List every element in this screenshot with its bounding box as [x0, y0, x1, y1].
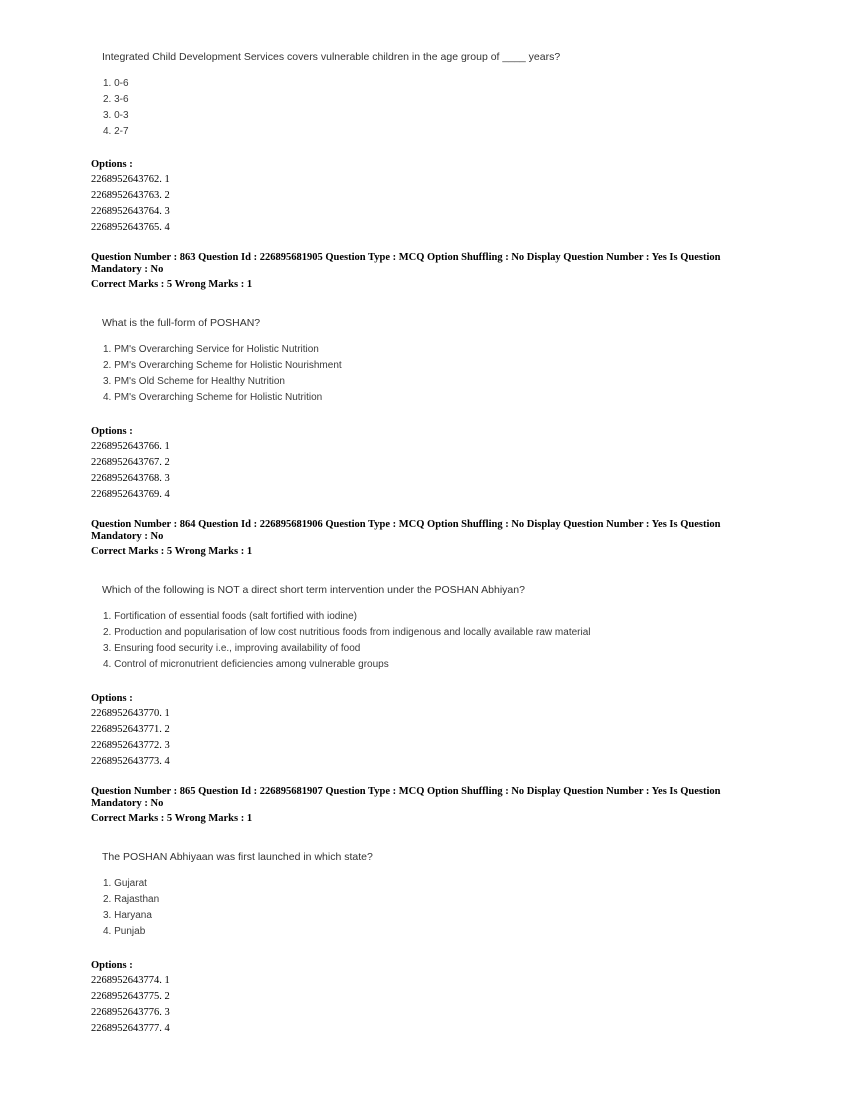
option-id-3: 2268952643768. 3 [91, 473, 170, 484]
options-heading: Options : [91, 426, 133, 437]
question-meta: Question Number : 865 Question Id : 226895681907 Question Type : MCQ Option Shuffling : No Display Question Number : Yes Is Question Mandatory : No [91, 786, 721, 809]
option-id-3: 2268952643776. 3 [91, 1007, 170, 1018]
choice-3: 3. 0-3 [103, 110, 129, 121]
choice-4: 4. Control of micronutrient deficiencies among vulnerable groups [103, 659, 389, 670]
option-id-2: 2268952643763. 2 [91, 190, 170, 201]
choice-1: 1. Fortification of essential foods (salt fortified with iodine) [103, 611, 358, 622]
choice-2: 2. PM's Overarching Scheme for Holistic Nourishment [103, 360, 342, 371]
choice-2: 2. 3-6 [103, 94, 129, 105]
option-id-2: 2268952643775. 2 [91, 991, 170, 1002]
option-id-3: 2268952643772. 3 [91, 740, 170, 751]
question-marks: Correct Marks : 5 Wrong Marks : 1 [91, 813, 253, 824]
option-id-1: 2268952643766. 1 [91, 441, 170, 452]
choice-1: 1. 0-6 [103, 78, 129, 89]
choice-1: 1. Gujarat [103, 878, 147, 889]
choice-4: 4. 2-7 [103, 126, 129, 137]
option-id-1: 2268952643762. 1 [91, 174, 170, 185]
question-meta: Question Number : 864 Question Id : 226895681906 Question Type : MCQ Option Shuffling : No Display Question Number : Yes Is Question Mandatory : No [91, 519, 721, 542]
choice-2: 2. Rajasthan [103, 894, 160, 905]
option-id-1: 2268952643770. 1 [91, 708, 170, 719]
choice-4: 4. PM's Overarching Scheme for Holistic Nutrition [103, 392, 323, 403]
options-heading: Options : [91, 960, 133, 971]
question-marks: Correct Marks : 5 Wrong Marks : 1 [91, 546, 253, 557]
option-id-4: 2268952643773. 4 [91, 756, 170, 767]
choice-1: 1. PM's Overarching Service for Holistic Nutrition [103, 344, 319, 355]
option-id-1: 2268952643774. 1 [91, 975, 170, 986]
question-text: The POSHAN Abhiyaan was first launched in which state? [102, 851, 373, 863]
question-text: Which of the following is NOT a direct short term intervention under the POSHAN Abhiyan? [102, 584, 525, 596]
option-id-4: 2268952643777. 4 [91, 1023, 170, 1034]
option-id-2: 2268952643767. 2 [91, 457, 170, 468]
options-heading: Options : [91, 693, 133, 704]
choice-3: 3. PM's Old Scheme for Healthy Nutrition [103, 376, 285, 387]
option-id-3: 2268952643764. 3 [91, 206, 170, 217]
choice-3: 3. Ensuring food security i.e., improving availability of food [103, 643, 361, 654]
choice-3: 3. Haryana [103, 910, 152, 921]
option-id-4: 2268952643765. 4 [91, 222, 170, 233]
option-id-2: 2268952643771. 2 [91, 724, 170, 735]
options-heading: Options : [91, 159, 133, 170]
choice-2: 2. Production and popularisation of low cost nutritious foods from indigenous and locally available raw material [103, 627, 591, 638]
question-marks: Correct Marks : 5 Wrong Marks : 1 [91, 279, 253, 290]
choice-4: 4. Punjab [103, 926, 146, 937]
option-id-4: 2268952643769. 4 [91, 489, 170, 500]
question-meta: Question Number : 863 Question Id : 226895681905 Question Type : MCQ Option Shuffling : No Display Question Number : Yes Is Question Mandatory : No [91, 252, 721, 275]
question-text: Integrated Child Development Services covers vulnerable children in the age group of ____ years? [102, 51, 561, 63]
question-text: What is the full-form of POSHAN? [102, 317, 261, 329]
